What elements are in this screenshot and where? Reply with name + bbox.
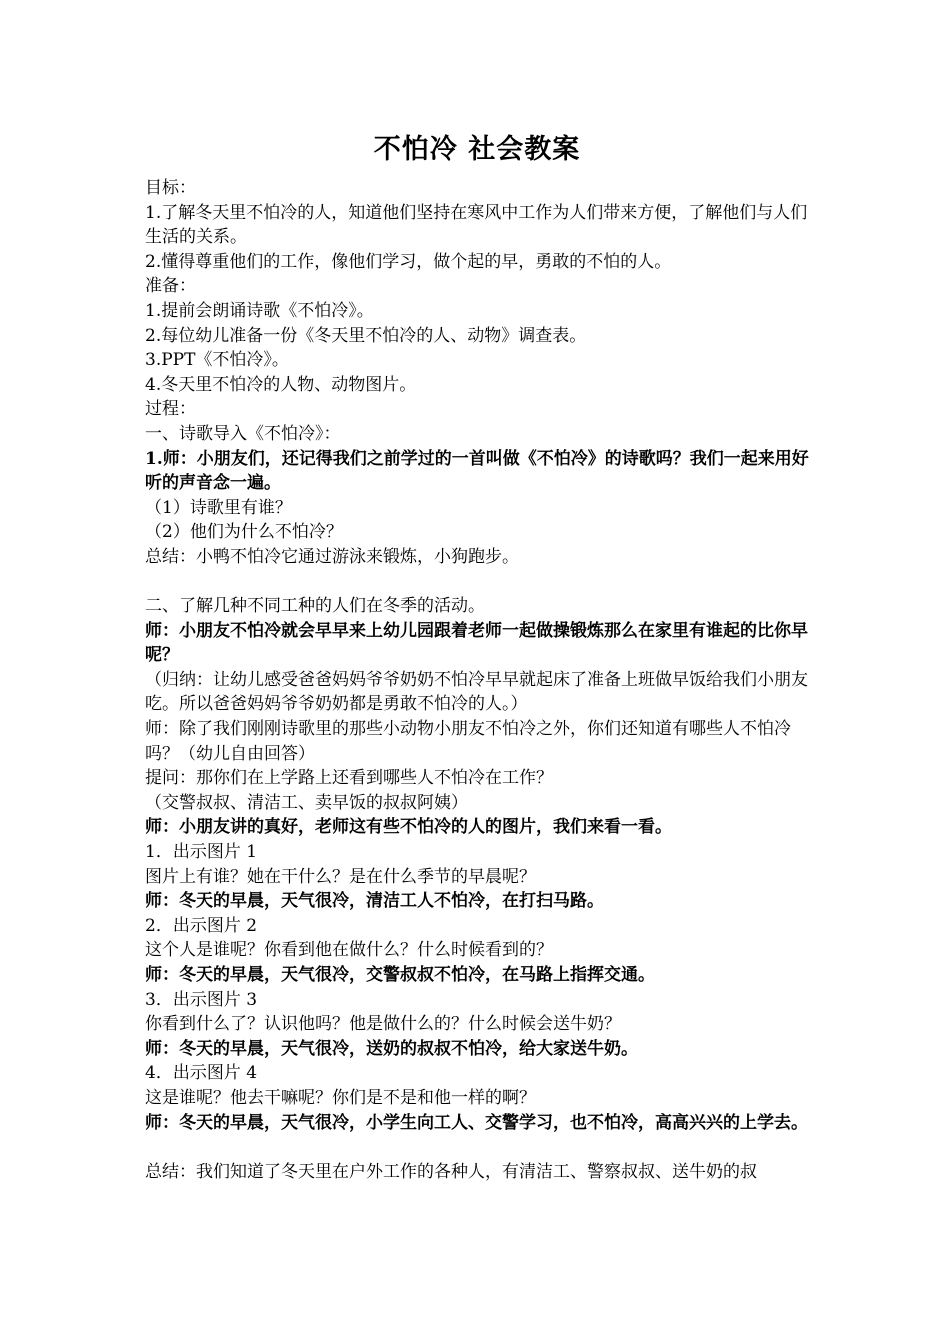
paragraph: 师：冬天的早晨，天气很冷，交警叔叔不怕冷，在马路上指挥交通。	[145, 965, 655, 985]
document-page	[145, 128, 809, 1184]
paragraph: 师：冬天的早晨，天气很冷，送奶的叔叔不怕冷，给大家送牛奶。	[145, 1038, 638, 1059]
paragraph: 目标：	[145, 178, 196, 198]
paragraph: （1）诗歌里有谁？	[145, 497, 292, 518]
paragraph: 一、诗歌导入《不怕冷》：	[145, 423, 341, 444]
paragraph: 2．出示图片 2	[145, 915, 258, 936]
paragraph: 1.提前会朗诵诗歌《不怕冷》。	[145, 300, 374, 321]
paragraph: 师：除了我们刚刚诗歌里的那些小动物小朋友不怕冷之外，你们还知道有哪些人不怕冷吗？（幼儿自由回答）	[145, 719, 791, 764]
paragraph: 3．出示图片 3	[145, 989, 258, 1010]
paragraph: 师：小朋友不怕冷就会早早来上幼儿园跟着老师一起做操锻炼那么在家里有谁起的比你早呢？	[145, 620, 808, 666]
paragraph: 2.懂得尊重他们的工作，像他们学习，做个起的早，勇敢的不怕的人。	[145, 251, 672, 272]
paragraph: 这个人是谁呢？你看到他在做什么？什么时候看到的？	[145, 940, 553, 961]
paragraph: 1.了解冬天里不怕冷的人，知道他们坚持在寒风中工作为人们带来方便，了解他们与人们生活的关系。	[145, 202, 808, 248]
blank-line	[145, 570, 809, 595]
document-body	[145, 176, 809, 1184]
paragraph: 师：冬天的早晨，天气很冷，小学生向工人、交警学习，也不怕冷，高高兴兴的上学去。	[145, 1112, 808, 1133]
paragraph: 总结：我们知道了冬天里在户外工作的各种人，有清洁工、警察叔叔、送牛奶的叔	[145, 1161, 757, 1182]
paragraph: 这是谁呢？他去干嘛呢？你们是不是和他一样的啊？	[145, 1087, 536, 1108]
blank-line	[145, 1135, 809, 1160]
paragraph: （交警叔叔、清洁工、卖早饭的叔叔阿姨）	[145, 792, 468, 813]
paragraph: 2.每位幼儿准备一份《冬天里不怕冷的人、动物》调查表。	[145, 325, 587, 346]
paragraph: 提问：那你们在上学路上还看到哪些人不怕冷在工作？	[145, 768, 553, 789]
paragraph: 你看到什么了？认识他吗？他是做什么的？什么时候会送牛奶？	[145, 1014, 621, 1035]
paragraph: 师：冬天的早晨，天气很冷，清洁工人不怕冷，在打扫马路。	[145, 891, 604, 912]
paragraph: 师：小朋友讲的真好，老师这有些不怕冷的人的图片，我们来看一看。	[145, 817, 672, 838]
paragraph: 总结：小鸭不怕冷它通过游泳来锻炼，小狗跑步。	[145, 546, 519, 567]
paragraph: （2）他们为什么不怕冷？	[145, 522, 343, 543]
paragraph: 3.PPT《不怕冷》。	[145, 350, 289, 371]
paragraph: 图片上有谁？她在干什么？是在什么季节的早晨呢？	[145, 866, 536, 887]
paragraph: （归纳：让幼儿感受爸爸妈妈爷爷奶奶不怕冷早早就起床了准备上班做早饭给我们小朋友吃。所以爸爸妈妈爷爷奶奶都是勇敢不怕冷的人。）	[145, 669, 808, 715]
paragraph: 二、了解几种不同工种的人们在冬季的活动。	[145, 596, 485, 617]
paragraph: 1.师：小朋友们，还记得我们之前学过的一首叫做《不怕冷》的诗歌吗？我们一起来用好听的声音念一遍。	[145, 448, 809, 494]
paragraph: 过程：	[145, 399, 196, 420]
paragraph: 1．出示图片 1	[145, 842, 258, 863]
paragraph: 4.冬天里不怕冷的人物、动物图片。	[145, 374, 417, 395]
paragraph: 准备：	[145, 276, 196, 297]
paragraph: 4．出示图片 4	[145, 1063, 258, 1084]
document-title: 不怕冷 社会教案	[373, 134, 581, 165]
